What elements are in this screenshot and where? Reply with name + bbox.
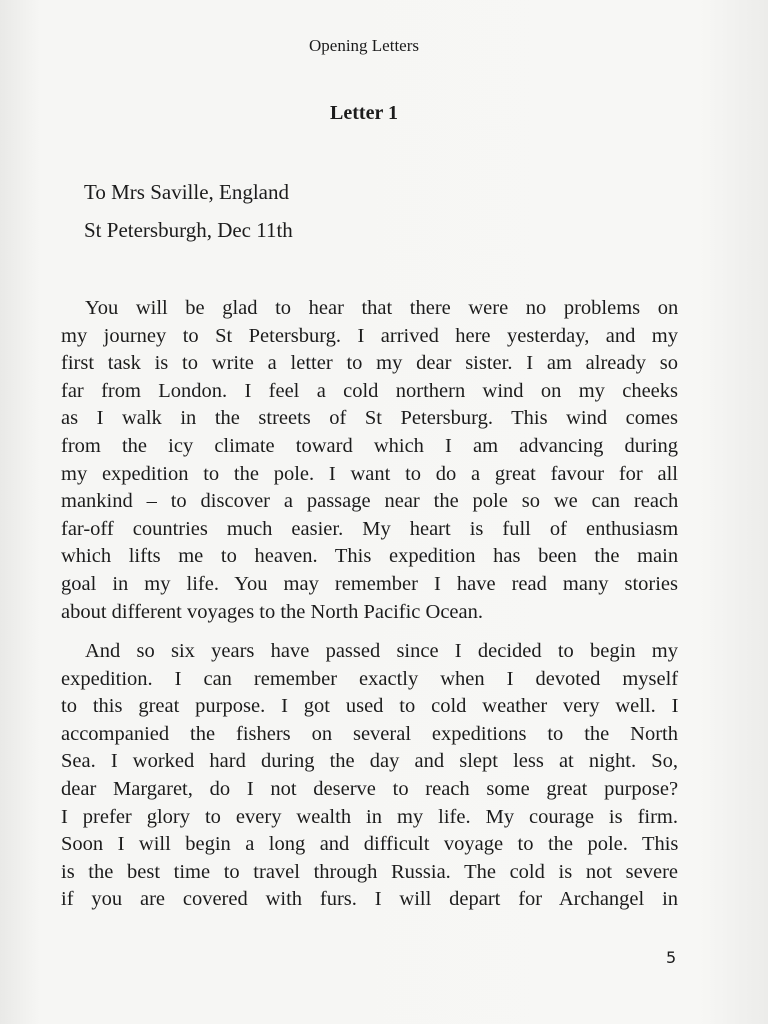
text-line: first task is to write a letter to my dear sister. I am already so xyxy=(61,352,678,375)
text-line: my expedition to the pole. I want to do a great favour for all xyxy=(61,462,678,485)
text-line: far-off countries much easier. My heart is full of enthusiasm xyxy=(61,517,679,540)
text-line: mankind – to discover a passage near the pole so we can reach xyxy=(61,490,679,513)
letter-title: Letter 1 xyxy=(330,102,398,124)
text-line: expedition. I can remember exactly when I devoted myself xyxy=(61,667,679,690)
text-line: if you are covered with furs. I will depart for Archangel in xyxy=(61,888,679,911)
text-line: which lifts me to heaven. This expedition has been the main xyxy=(61,545,679,568)
text-line: is the best time to travel through Russia. The cold is not severe xyxy=(61,860,678,883)
text-line: Soon I will begin a long and difficult voyage to the pole. This xyxy=(61,833,679,856)
text-line: goal in my life. You may remember I have read many stories xyxy=(61,572,678,595)
text-line: from the icy climate toward which I am advancing during xyxy=(61,434,679,457)
text-line: And so six years have passed since I decided to begin my xyxy=(85,640,678,662)
text-line: far from London. I feel a cold northern wind on my cheeks xyxy=(61,379,678,402)
text-line: as I walk in the streets of St Petersburg. This wind comes xyxy=(61,407,678,430)
running-head: Opening Letters xyxy=(309,36,419,55)
text-line: Sea. I worked hard during the day and slept less at night. So, xyxy=(61,750,679,773)
page-number: 5 xyxy=(666,948,677,967)
paragraph-2 xyxy=(61,638,678,914)
text-line: dear Margaret, do I not deserve to reach some great purpose? xyxy=(61,777,679,800)
text-line: I prefer glory to every wealth in my life. My courage is firm. xyxy=(61,805,678,828)
text-line: accompanied the fishers on several expeditions to the North xyxy=(61,722,678,745)
address-place-date: St Petersburgh, Dec 11th xyxy=(84,218,293,242)
text-line: about different voyages to the North Pacific Ocean. xyxy=(61,600,484,623)
text-line: my journey to St Petersburg. I arrived here yesterday, and my xyxy=(61,324,678,347)
text-line: to this great purpose. I got used to cold weather very well. I xyxy=(61,695,679,718)
address-recipient: To Mrs Saville, England xyxy=(84,180,290,204)
text-line: You will be glad to hear that there were no problems on xyxy=(85,297,679,319)
paragraph-1 xyxy=(61,295,678,626)
